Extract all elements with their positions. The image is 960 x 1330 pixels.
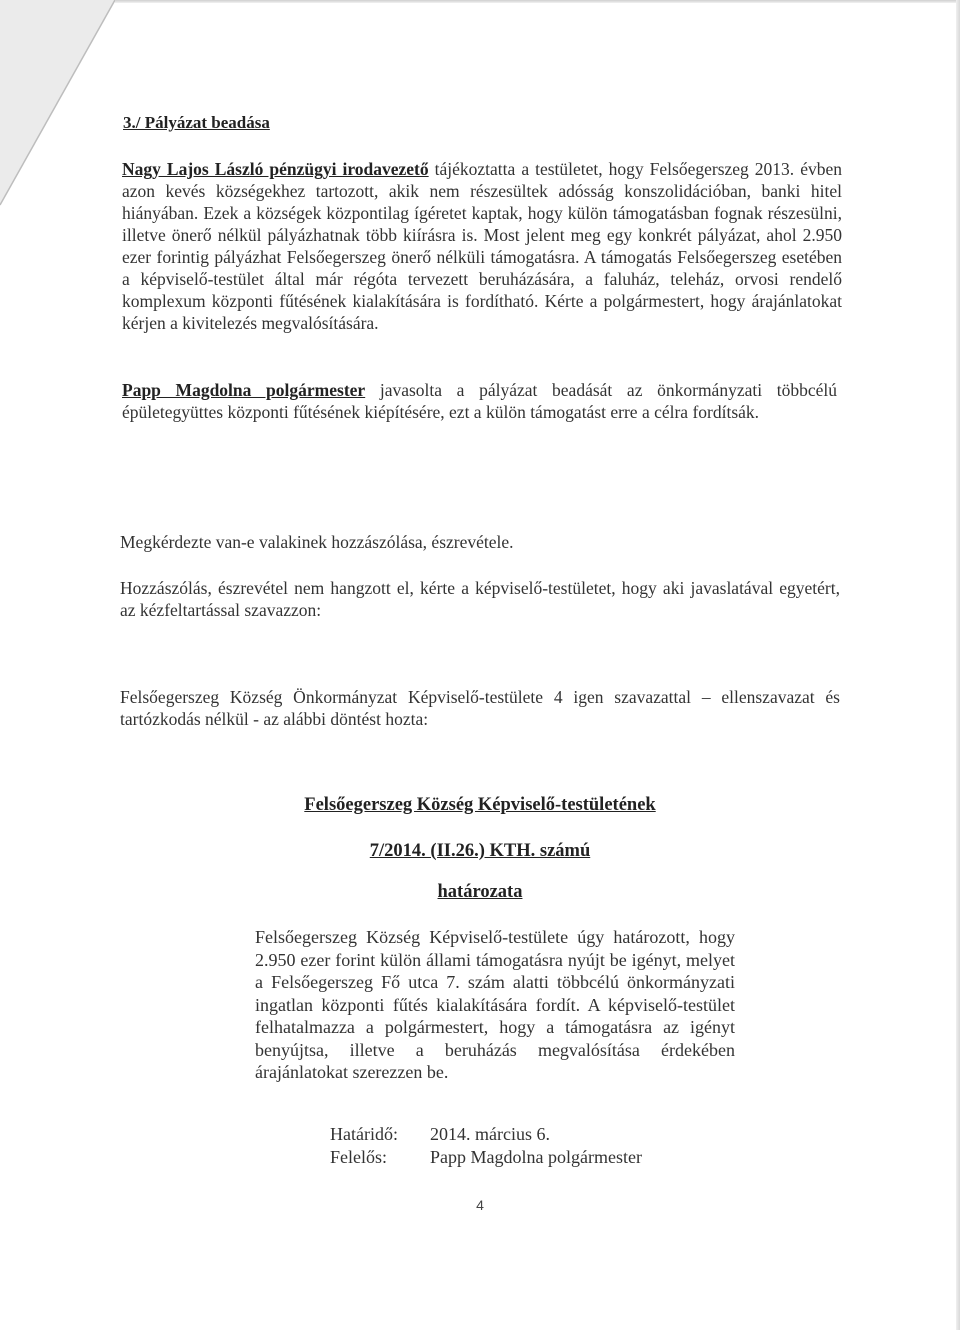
speaker-name: Nagy Lajos László pénzügyi irodavezető bbox=[122, 159, 429, 179]
deadline-label: Határidő: bbox=[330, 1124, 398, 1144]
paragraph-question: Megkérdezte van-e valakinek hozzászólása, észrevétele. bbox=[120, 532, 514, 552]
resolution-text: Felsőegerszeg Község Képviselő-testülete úgy határozott, hogy 2.950 ezer forint külön állami támogatásra nyújt be igényt, melyet a Felsőegerszeg Fő utca 7. szám alatti többcélú önkormányzati ingatlan központi fűtés kialakítására fordít. A képviselő-testület felhatalmazza a polgármestert, hogy a támogatásra az igényt benyújtsa, illetve a beruházás megvalósítása érdekében árajánlatokat szerezzen be. bbox=[255, 927, 735, 1082]
scan-edge-top bbox=[115, 0, 960, 3]
paragraph-vote-call: Hozzászólás, észrevétel nem hangzott el, kérte a képviselő-testületet, hogy aki javaslatával egyetért, az kézfeltartással szavazzon: bbox=[120, 578, 840, 620]
responsible-label: Felelős: bbox=[330, 1147, 387, 1167]
deadline-value: 2014. március 6. bbox=[430, 1124, 550, 1144]
paragraph-text: tájékoztatta a testületet, hogy Felsőegerszeg 2013. évben azon kevés községekhez tartozott, akik nem részesültek adósság konszolidációban, banki hitel hiányában. Ezek a községek központilag ígéretet kaptak, hogy külön támogatásban fognak részesülni, illetve önerő nélkül pályázhatnak több kiírásra is. Most jelent meg egy konkrét pályázat, ahol 2.950 ezer forintig pályázhat Felsőegerszeg önerő nélküli támogatásra. A támogatás Felsőegerszeg esetében a képviselő-testület által már régóta tervezett beruházására, a faluház, teleház, orvosi rendelő komplexum központi fűtésének kialakítására is fordítható. Kérte a polgármestert, hogy árajánlatokat kérjen a kivitelezés megvalósítására. bbox=[122, 159, 842, 333]
responsible-value: Papp Magdolna polgármester bbox=[430, 1147, 642, 1167]
section-heading: 3./ Pályázat beadása bbox=[123, 113, 270, 132]
paragraph-proposal bbox=[122, 379, 837, 423]
responsible-row bbox=[330, 1147, 642, 1168]
resolution-body-title: Felsőegerszeg Község Képviselő-testületének bbox=[304, 795, 656, 815]
speaker-name: Papp Magdolna polgármester bbox=[122, 380, 366, 400]
paragraph-text: javasolta a pályázat beadását az önkormányzati többcélú épületegyüttes központi fűtésének kiépítésére, ezt a külön támogatást erre a célra fordítsák. bbox=[122, 380, 837, 422]
resolution-word: határozata bbox=[437, 882, 523, 902]
paragraph-report bbox=[122, 158, 842, 334]
scan-edge-right bbox=[956, 0, 960, 1330]
page-number: 4 bbox=[476, 1197, 484, 1213]
resolution-number: 7/2014. (II.26.) KTH. számú bbox=[369, 841, 591, 861]
deadline-row bbox=[330, 1124, 550, 1145]
paragraph-vote-result: Felsőegerszeg Község Önkormányzat Képviselő-testülete 4 igen szavazattal – ellenszavazat és tartózkodás nélkül - az alábbi döntést hozta: bbox=[120, 687, 840, 729]
scan-edge-shadow bbox=[0, 0, 120, 260]
